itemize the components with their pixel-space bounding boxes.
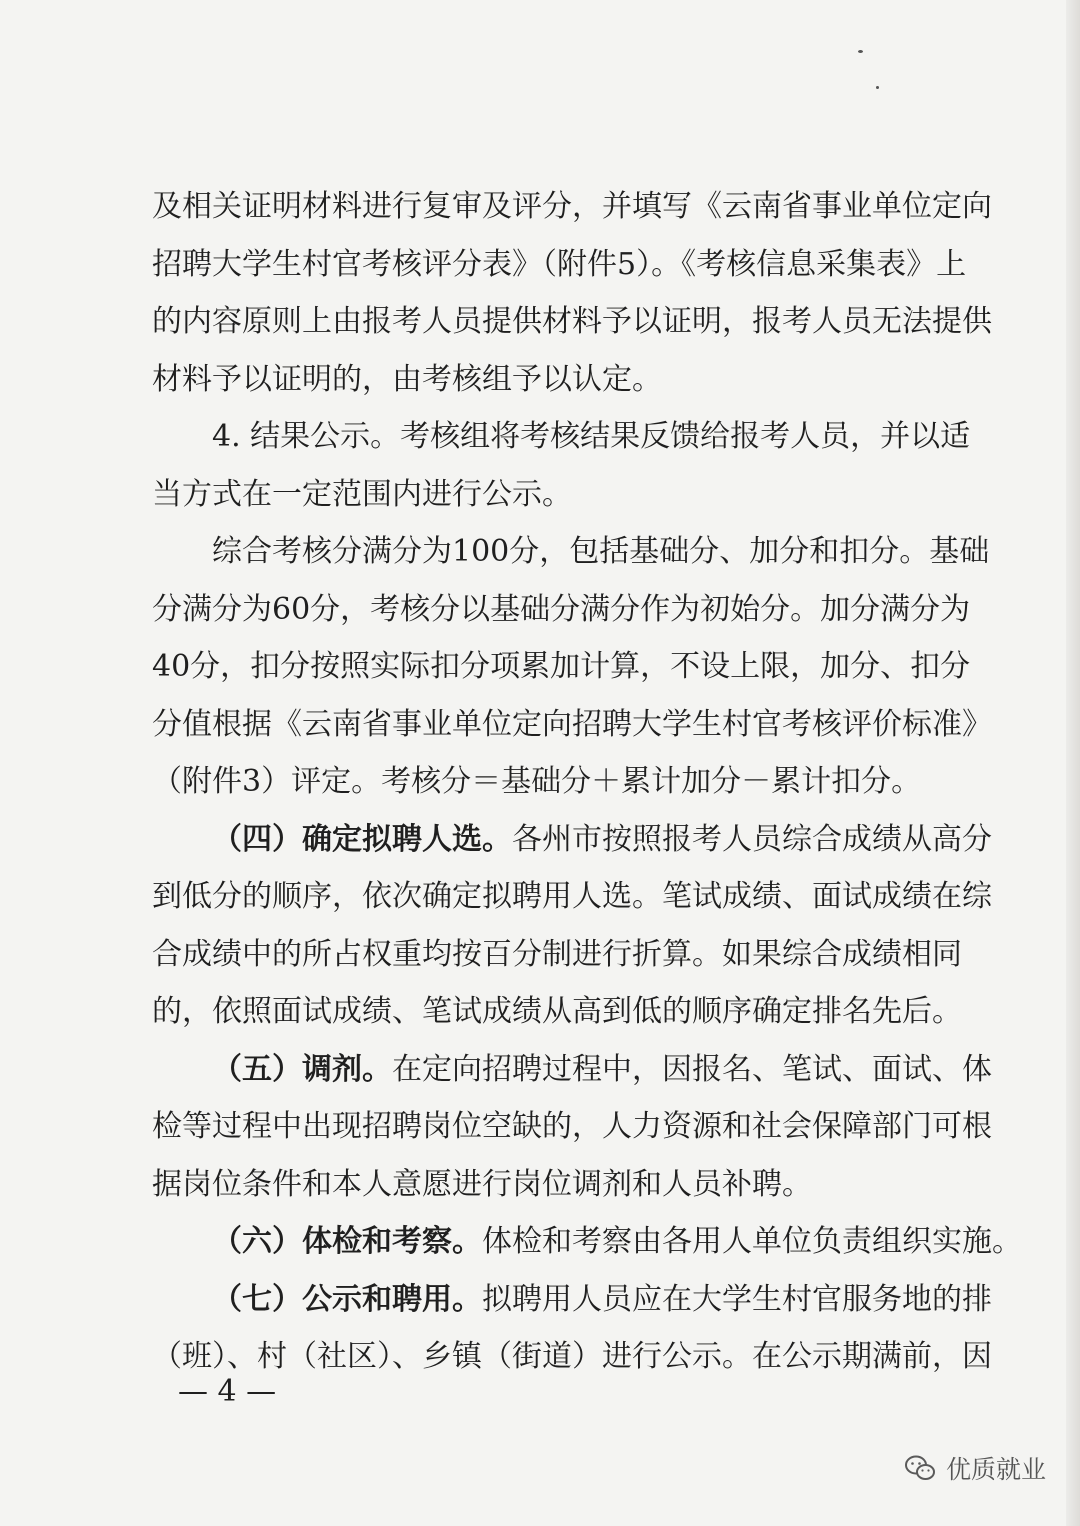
- line-text: 招聘大学生村官考核评分表》（附件5）。《考核信息采集表》上: [152, 246, 967, 282]
- text-line: [152, 581, 971, 639]
- document-body: [152, 178, 1022, 1386]
- line-text: （附件3）评定。考核分＝基础分＋累计加分－累计扣分。: [152, 764, 922, 799]
- text-line: [152, 236, 967, 294]
- text-line: [152, 811, 992, 869]
- text-line: [152, 178, 992, 236]
- section-heading: （六）体检和考察。: [212, 1224, 482, 1259]
- line-text: 合成绩中的所占权重均按百分制进行折算。如果综合成绩相同: [152, 936, 962, 972]
- line-text: （班）、村（社区）、乡镇（街道）进行公示。在公示期满前，因: [152, 1339, 992, 1374]
- section-heading: （五）调剂。: [212, 1051, 392, 1087]
- scan-edge-shadow: [1066, 0, 1080, 1526]
- line-text: 到低分的顺序，依次确定拟聘用人选。笔试成绩、面试成绩在综: [152, 879, 992, 914]
- line-text: 各州市按照报考人员综合成绩从高分: [512, 821, 992, 857]
- text-line: [152, 1271, 992, 1329]
- text-line: [152, 638, 971, 696]
- text-line: [152, 466, 952, 524]
- text-line: [152, 1098, 992, 1156]
- watermark-text: 优质就业: [945, 1455, 1046, 1484]
- line-text: 当方式在一定范围内进行公示。: [152, 476, 572, 512]
- line-text: 分满分为60分，考核分以基础分满分作为初始分。加分满分为: [152, 591, 971, 627]
- text-line: [152, 983, 962, 1041]
- text-line: [152, 351, 952, 409]
- line-text: 材料予以证明的，由考核组予以认定。: [152, 361, 662, 397]
- line-text: 分值根据《云南省事业单位定向招聘大学生村官考核评价标准》: [152, 706, 992, 742]
- line-text: 综合考核分满分为100分，包括基础分、加分和扣分。基础: [212, 534, 990, 569]
- text-line: [152, 1213, 1022, 1271]
- line-text: 的，依照面试成绩、笔试成绩从高到低的顺序确定排名先后。: [152, 994, 962, 1029]
- wechat-icon: [904, 1454, 936, 1482]
- line-text: 的内容原则上由报考人员提供材料予以证明，报考人员无法提供: [152, 304, 992, 339]
- line-text: 拟聘用人员应在大学生村官服务地的排: [482, 1281, 992, 1317]
- page-number: — 4 —: [178, 1374, 277, 1409]
- text-line: [152, 696, 992, 754]
- text-line: [152, 1156, 952, 1214]
- line-text: 在定向招聘过程中，因报名、笔试、面试、体: [392, 1051, 992, 1087]
- line-text: 4. 结果公示。考核组将考核结果反馈给报考人员，并以适: [212, 419, 971, 454]
- text-line: [152, 926, 962, 984]
- line-text: 体检和考察由各用人单位负责组织实施。: [482, 1224, 1022, 1259]
- text-line: [152, 408, 971, 466]
- text-line: [152, 753, 952, 811]
- line-text: 检等过程中出现招聘岗位空缺的，人力资源和社会保障部门可根: [152, 1109, 992, 1144]
- line-text: 40分，扣分按照实际扣分项累加计算，不设上限，加分、扣分: [152, 649, 971, 684]
- text-line: [152, 1041, 992, 1099]
- watermark: [904, 1446, 1046, 1490]
- line-text: 及相关证明材料进行复审及评分，并填写《云南省事业单位定向: [152, 189, 992, 224]
- text-line: [152, 523, 990, 581]
- text-line: [152, 868, 992, 926]
- section-heading: （七）公示和聘用。: [212, 1281, 482, 1317]
- section-heading: （四）确定拟聘人选。: [212, 821, 512, 857]
- line-text: 据岗位条件和本人意愿进行岗位调剂和人员补聘。: [152, 1166, 812, 1202]
- scan-speck: [858, 50, 863, 53]
- scan-speck: [876, 86, 879, 89]
- text-line: [152, 293, 992, 351]
